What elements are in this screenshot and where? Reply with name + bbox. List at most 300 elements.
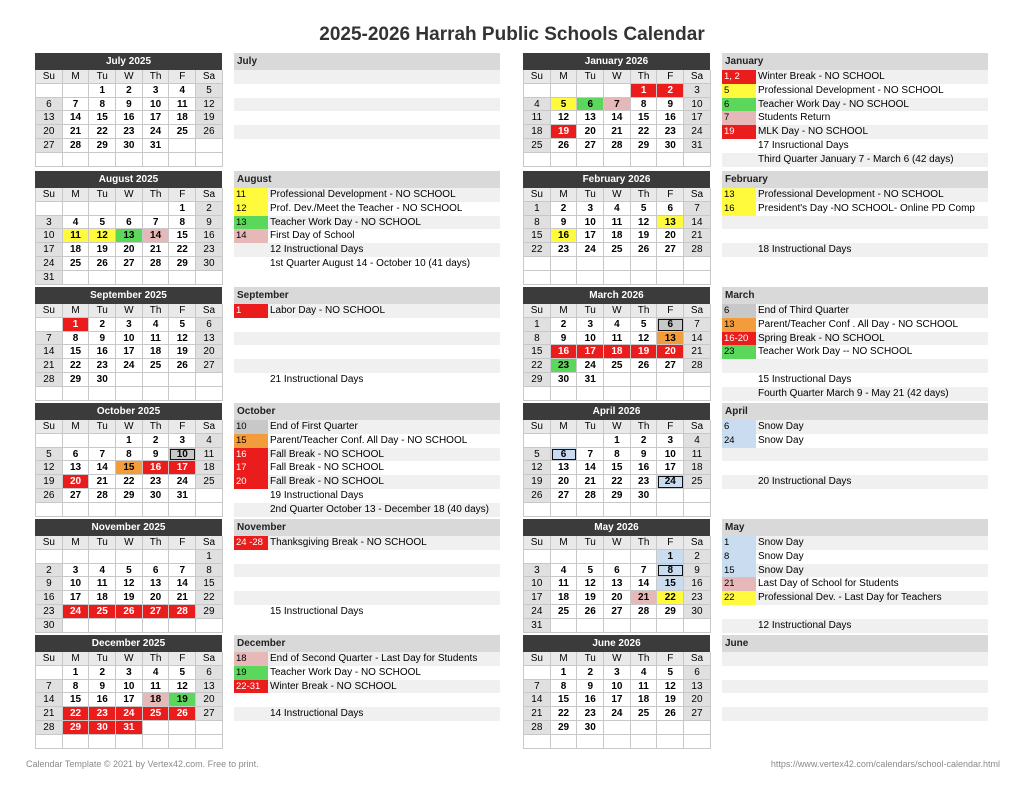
- event-text: [756, 257, 758, 271]
- day-cell: 4: [89, 564, 116, 578]
- day-cell: 22: [631, 125, 658, 139]
- event-code: [722, 153, 756, 167]
- day-cell: 8: [196, 564, 223, 578]
- event-text: Third Quarter January 7 - March 6 (42 days): [758, 153, 954, 165]
- day-cell: 11: [143, 332, 170, 346]
- day-cell: [89, 271, 116, 285]
- day-cell: 4: [143, 666, 170, 680]
- day-cell: 5: [169, 318, 196, 332]
- event-list: [722, 304, 988, 401]
- event-text: [268, 139, 270, 153]
- day-cell: 2: [36, 564, 63, 578]
- day-cell: 5: [116, 564, 143, 578]
- event-code: 13: [722, 188, 756, 202]
- day-cell: [631, 271, 658, 285]
- event-row: [234, 188, 500, 202]
- day-cell: [577, 153, 604, 167]
- month-title: May 2026: [523, 519, 710, 536]
- day-cell: [684, 257, 711, 271]
- event-code: [722, 680, 756, 694]
- day-cell: [196, 619, 223, 633]
- event-row: [722, 188, 988, 202]
- event-row: [234, 564, 500, 578]
- day-cell: [604, 271, 631, 285]
- day-cell: 7: [631, 564, 658, 578]
- event-text: Spring Break - NO SCHOOL: [758, 332, 885, 344]
- day-cell: 20: [604, 591, 631, 605]
- day-cell: 26: [36, 489, 63, 503]
- day-cell: 21: [684, 345, 711, 359]
- day-cell: 3: [657, 434, 684, 448]
- event-row: [722, 243, 988, 257]
- day-cell: 24: [143, 125, 170, 139]
- day-cell: 25: [196, 475, 223, 489]
- event-code: 13: [234, 216, 268, 230]
- month-events: [722, 635, 988, 735]
- day-cell: 23: [631, 475, 658, 489]
- event-text: 12 Instructional Days: [270, 244, 364, 256]
- event-row: [722, 139, 988, 153]
- day-cell: 6: [684, 666, 711, 680]
- event-text: [756, 652, 758, 666]
- day-cell: 14: [89, 461, 116, 475]
- event-code: [234, 84, 268, 98]
- month-grid: [35, 70, 222, 167]
- events-month-label: June: [722, 635, 988, 652]
- day-cell: [684, 373, 711, 387]
- weekday-header: M: [63, 536, 90, 550]
- event-code: [722, 359, 756, 373]
- weekday-header: Tu: [577, 536, 604, 550]
- event-text: [268, 359, 270, 373]
- day-cell: 10: [36, 229, 63, 243]
- day-cell: 8: [524, 216, 551, 230]
- day-cell: 21: [684, 229, 711, 243]
- event-code: [234, 318, 268, 332]
- events-month-label: October: [234, 403, 500, 420]
- day-cell: [116, 373, 143, 387]
- day-cell: [551, 387, 578, 401]
- event-text: 19 Instructional Days: [270, 489, 364, 501]
- event-row: [722, 619, 988, 633]
- event-code: 8: [722, 550, 756, 564]
- event-text: Teacher Work Day - NO SCHOOL: [758, 98, 909, 110]
- day-cell: 7: [36, 680, 63, 694]
- weekday-header: M: [63, 70, 90, 84]
- event-row: [234, 359, 500, 373]
- event-text: [268, 693, 270, 707]
- day-cell: 27: [36, 139, 63, 153]
- day-cell: 21: [36, 707, 63, 721]
- day-cell: 28: [684, 243, 711, 257]
- weekday-header: Th: [143, 188, 170, 202]
- event-code: 14: [234, 229, 268, 243]
- day-cell: 27: [196, 707, 223, 721]
- day-cell: 21: [577, 475, 604, 489]
- weekday-header: Su: [36, 536, 63, 550]
- weekday-header: Sa: [684, 188, 711, 202]
- event-text: [268, 111, 270, 125]
- day-cell: 30: [143, 489, 170, 503]
- day-cell: 12: [169, 680, 196, 694]
- weekday-header: F: [657, 536, 684, 550]
- event-row: [722, 605, 988, 619]
- event-text: [756, 489, 758, 503]
- event-row: [234, 503, 500, 517]
- day-cell: 23: [551, 243, 578, 257]
- day-cell: 20: [143, 591, 170, 605]
- day-cell: 7: [524, 680, 551, 694]
- day-cell: [143, 721, 170, 735]
- day-cell: 26: [631, 359, 658, 373]
- event-code: [234, 139, 268, 153]
- day-cell: [551, 503, 578, 517]
- weekday-header: Tu: [89, 304, 116, 318]
- weekday-header: M: [63, 420, 90, 434]
- event-code: 20: [234, 475, 268, 489]
- day-cell: 25: [551, 605, 578, 619]
- weekday-header: Su: [36, 188, 63, 202]
- day-cell: 19: [631, 229, 658, 243]
- event-code: 1: [722, 536, 756, 550]
- day-cell: 21: [631, 591, 658, 605]
- day-cell: 19: [524, 475, 551, 489]
- day-cell: 9: [631, 448, 658, 462]
- day-cell: 19: [169, 345, 196, 359]
- day-cell: 11: [89, 577, 116, 591]
- month-calendar: [35, 171, 222, 285]
- day-cell: 15: [63, 345, 90, 359]
- event-text: 2nd Quarter October 13 - December 18 (40 days): [270, 503, 489, 515]
- day-cell: 27: [551, 489, 578, 503]
- event-code: [234, 332, 268, 346]
- event-code: [234, 70, 268, 84]
- month-grid: [523, 420, 710, 517]
- day-cell: 23: [116, 125, 143, 139]
- day-cell: 27: [63, 489, 90, 503]
- day-cell: 10: [577, 216, 604, 230]
- day-cell: [89, 550, 116, 564]
- day-cell: [143, 202, 170, 216]
- day-cell: 3: [524, 564, 551, 578]
- day-cell: 9: [551, 332, 578, 346]
- event-code: 15: [234, 434, 268, 448]
- weekday-header: Th: [143, 652, 170, 666]
- event-text: Professional Development - NO SCHOOL: [758, 189, 944, 200]
- events-month-label: March: [722, 287, 988, 304]
- day-cell: [604, 619, 631, 633]
- day-cell: [196, 373, 223, 387]
- day-cell: [631, 619, 658, 633]
- event-code: 22-31: [234, 680, 268, 694]
- month-title: October 2025: [35, 403, 222, 420]
- day-cell: [36, 550, 63, 564]
- day-cell: 12: [577, 577, 604, 591]
- event-text: Thanksgiving Break - NO SCHOOL: [270, 537, 427, 548]
- month-calendar: [35, 519, 222, 633]
- month-grid: [35, 188, 222, 285]
- day-cell: 2: [196, 202, 223, 216]
- event-code: [722, 387, 756, 401]
- event-text: Snow Day: [758, 537, 804, 548]
- day-cell: [657, 619, 684, 633]
- day-cell: 3: [116, 666, 143, 680]
- day-cell: 26: [116, 605, 143, 619]
- day-cell: 3: [604, 666, 631, 680]
- day-cell: 27: [604, 605, 631, 619]
- day-cell: 8: [551, 680, 578, 694]
- event-code: 6: [722, 98, 756, 112]
- day-cell: [604, 373, 631, 387]
- day-cell: 7: [63, 98, 90, 112]
- day-cell: 13: [36, 111, 63, 125]
- day-cell: 6: [63, 448, 90, 462]
- day-cell: 22: [169, 243, 196, 257]
- event-code: 17: [234, 461, 268, 475]
- day-cell: 12: [116, 577, 143, 591]
- day-cell: [36, 503, 63, 517]
- day-cell: [524, 84, 551, 98]
- day-cell: 13: [551, 461, 578, 475]
- event-code: 1, 2: [722, 70, 756, 84]
- event-text: [268, 591, 270, 605]
- day-cell: 24: [116, 359, 143, 373]
- month-title: August 2025: [35, 171, 222, 188]
- day-cell: 17: [116, 345, 143, 359]
- event-row: [234, 577, 500, 591]
- day-cell: 8: [116, 448, 143, 462]
- day-cell: 3: [63, 564, 90, 578]
- day-cell: 8: [89, 98, 116, 112]
- event-text: [756, 216, 758, 230]
- day-cell: 6: [551, 448, 578, 462]
- day-cell: 22: [63, 359, 90, 373]
- day-cell: [631, 550, 658, 564]
- weekday-header: M: [551, 70, 578, 84]
- day-cell: [551, 550, 578, 564]
- event-list: [234, 536, 500, 619]
- day-cell: 19: [36, 475, 63, 489]
- event-text: [268, 125, 270, 139]
- weekday-header: Tu: [577, 70, 604, 84]
- event-code: 18: [234, 652, 268, 666]
- day-cell: 28: [63, 139, 90, 153]
- event-code: 21: [722, 577, 756, 591]
- day-cell: 29: [196, 605, 223, 619]
- event-code: 19: [234, 666, 268, 680]
- event-row: [234, 139, 500, 153]
- day-cell: 3: [143, 84, 170, 98]
- event-text: [268, 98, 270, 112]
- month-events: [722, 519, 988, 633]
- events-month-label: May: [722, 519, 988, 536]
- day-cell: 25: [89, 605, 116, 619]
- month-grid: [35, 304, 222, 401]
- day-cell: 7: [36, 332, 63, 346]
- event-row: [234, 318, 500, 332]
- day-cell: 25: [143, 707, 170, 721]
- event-code: [722, 257, 756, 271]
- day-cell: 17: [36, 243, 63, 257]
- day-cell: 11: [196, 448, 223, 462]
- day-cell: 23: [551, 359, 578, 373]
- day-cell: 7: [169, 564, 196, 578]
- day-cell: 20: [116, 243, 143, 257]
- month-grid: [35, 420, 222, 517]
- day-cell: 31: [143, 139, 170, 153]
- day-cell: [196, 489, 223, 503]
- day-cell: 10: [604, 680, 631, 694]
- day-cell: 3: [577, 318, 604, 332]
- event-code: 22: [722, 591, 756, 605]
- event-code: [722, 666, 756, 680]
- day-cell: 3: [169, 434, 196, 448]
- day-cell: 14: [577, 461, 604, 475]
- day-cell: [684, 619, 711, 633]
- day-cell: [524, 271, 551, 285]
- day-cell: 12: [631, 216, 658, 230]
- event-row: [234, 304, 500, 318]
- event-code: [234, 98, 268, 112]
- event-code: [722, 461, 756, 475]
- event-row: [722, 536, 988, 550]
- day-cell: [196, 153, 223, 167]
- day-cell: 27: [196, 359, 223, 373]
- event-text: Snow Day: [758, 564, 804, 576]
- day-cell: 25: [631, 707, 658, 721]
- day-cell: 29: [524, 373, 551, 387]
- weekday-header: Th: [143, 536, 170, 550]
- event-row: [722, 70, 988, 84]
- event-list: [234, 70, 500, 153]
- weekday-header: Sa: [196, 536, 223, 550]
- day-cell: [657, 387, 684, 401]
- day-cell: [116, 387, 143, 401]
- day-cell: [196, 387, 223, 401]
- day-cell: 5: [657, 666, 684, 680]
- weekday-header: W: [116, 188, 143, 202]
- day-cell: 22: [657, 591, 684, 605]
- weekday-header: W: [604, 70, 631, 84]
- day-cell: [196, 271, 223, 285]
- event-row: [722, 564, 988, 578]
- month-grid: [523, 652, 710, 749]
- day-cell: 13: [196, 680, 223, 694]
- event-code: [234, 359, 268, 373]
- day-cell: [169, 619, 196, 633]
- day-cell: [684, 721, 711, 735]
- event-row: [722, 387, 988, 401]
- event-text: [268, 318, 270, 332]
- day-cell: 11: [604, 332, 631, 346]
- day-cell: [524, 153, 551, 167]
- day-cell: 25: [604, 243, 631, 257]
- weekday-header: F: [169, 652, 196, 666]
- event-row: [722, 125, 988, 139]
- day-cell: 10: [524, 577, 551, 591]
- event-code: [722, 216, 756, 230]
- day-cell: [684, 489, 711, 503]
- weekday-header: F: [169, 70, 196, 84]
- day-cell: 24: [524, 605, 551, 619]
- weekday-header: F: [169, 188, 196, 202]
- event-row: [234, 229, 500, 243]
- day-cell: [577, 387, 604, 401]
- day-cell: 24: [577, 243, 604, 257]
- day-cell: 19: [657, 693, 684, 707]
- weekday-header: W: [604, 304, 631, 318]
- event-code: 16: [722, 202, 756, 216]
- event-text: 20 Instructional Days: [758, 476, 852, 488]
- event-row: [722, 359, 988, 373]
- day-cell: [116, 202, 143, 216]
- day-cell: 9: [143, 448, 170, 462]
- event-text: [756, 605, 758, 619]
- day-cell: 4: [551, 564, 578, 578]
- day-cell: 21: [169, 591, 196, 605]
- month-events: [234, 287, 500, 387]
- day-cell: 13: [604, 577, 631, 591]
- day-cell: 10: [169, 448, 196, 462]
- weekday-header: M: [551, 536, 578, 550]
- day-cell: 30: [36, 619, 63, 633]
- event-row: [234, 84, 500, 98]
- events-month-label: December: [234, 635, 500, 652]
- day-cell: 15: [604, 461, 631, 475]
- day-cell: [577, 271, 604, 285]
- day-cell: [657, 257, 684, 271]
- day-cell: 27: [577, 139, 604, 153]
- footer-url[interactable]: https://www.vertex42.com/calendars/school-calendar.html: [770, 759, 1000, 769]
- day-cell: 14: [169, 577, 196, 591]
- day-cell: [63, 735, 90, 749]
- event-row: [722, 680, 988, 694]
- event-code: 16: [234, 448, 268, 462]
- event-text: Snow Day: [758, 550, 804, 562]
- day-cell: 13: [657, 332, 684, 346]
- day-cell: [169, 153, 196, 167]
- event-row: [722, 420, 988, 434]
- weekday-header: W: [116, 652, 143, 666]
- day-cell: 31: [524, 619, 551, 633]
- event-row: [234, 98, 500, 112]
- event-row: [722, 332, 988, 346]
- day-cell: 30: [684, 605, 711, 619]
- day-cell: [631, 503, 658, 517]
- day-cell: 30: [116, 139, 143, 153]
- weekday-header: Th: [631, 70, 658, 84]
- event-row: [234, 434, 500, 448]
- day-cell: 24: [684, 125, 711, 139]
- event-text: End of First Quarter: [270, 421, 358, 432]
- day-cell: [143, 619, 170, 633]
- day-cell: 15: [89, 111, 116, 125]
- event-text: 18 Instructional Days: [758, 244, 852, 256]
- day-cell: 13: [116, 229, 143, 243]
- day-cell: [631, 735, 658, 749]
- day-cell: [143, 153, 170, 167]
- day-cell: [524, 387, 551, 401]
- day-cell: 23: [89, 359, 116, 373]
- event-row: [722, 434, 988, 448]
- event-text: 17 Insructional Days: [758, 139, 849, 151]
- day-cell: 18: [89, 591, 116, 605]
- weekday-header: Su: [36, 652, 63, 666]
- day-cell: 11: [169, 98, 196, 112]
- day-cell: 20: [657, 229, 684, 243]
- day-cell: 16: [196, 229, 223, 243]
- weekday-header: Tu: [89, 70, 116, 84]
